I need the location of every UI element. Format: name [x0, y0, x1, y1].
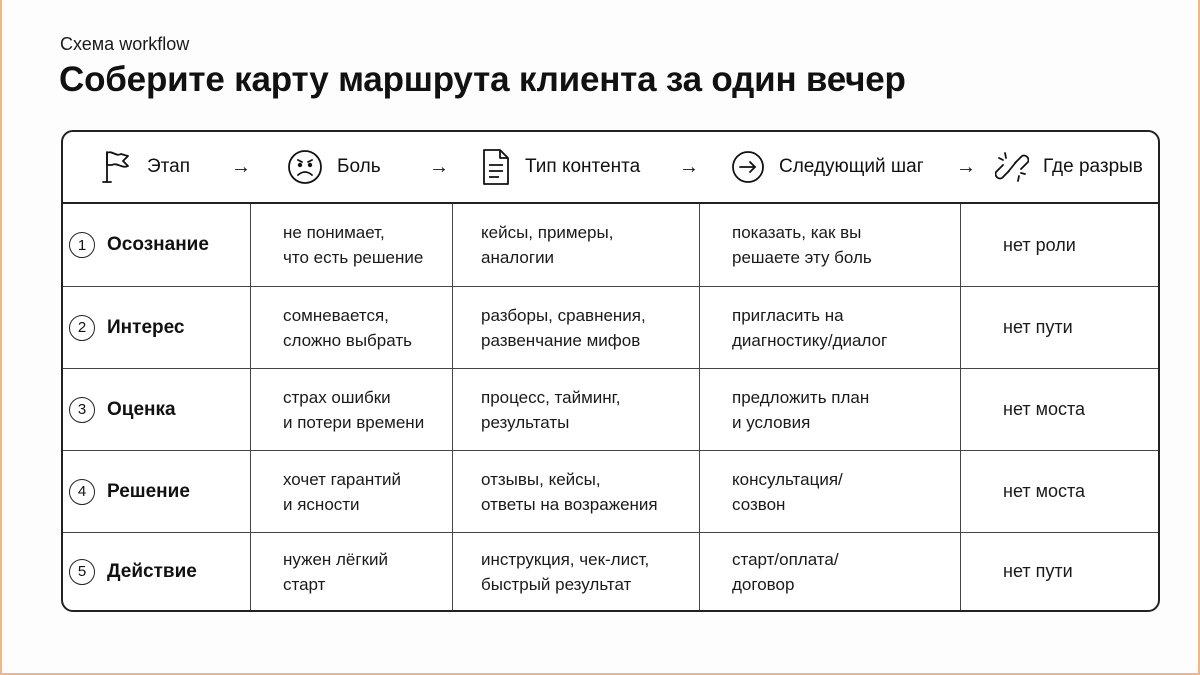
header-gap — [995, 132, 1143, 202]
header-arrow: → — [429, 155, 449, 178]
frame-left-border — [0, 0, 2, 675]
table-header — [63, 132, 1158, 204]
broken-link-icon — [995, 149, 1029, 185]
next-step-text: предложить план и условия — [732, 387, 870, 432]
stage-label: Действие — [107, 560, 197, 582]
header-pain — [287, 132, 381, 202]
pain-text: нужен лёгкий старт — [283, 549, 389, 594]
stage-cell — [63, 533, 251, 610]
content-text: кейсы, примеры, аналогии — [481, 223, 614, 267]
header-next — [731, 132, 924, 202]
stage-label: Интерес — [107, 316, 185, 338]
next-step-text: старт/оплата/ договор — [732, 549, 839, 594]
header-arrow: → — [679, 155, 699, 178]
table-row — [63, 369, 1158, 451]
step-number: 5 — [69, 559, 95, 585]
header-content-label: Тип контента — [525, 156, 641, 177]
next-step-text: показать, как вы решаете эту боль — [732, 223, 872, 267]
next-step-text: пригласить на диагностику/диалог — [732, 305, 888, 350]
header-stage — [101, 132, 190, 202]
gap-text: нет роли — [1003, 234, 1076, 255]
stage-cell — [63, 451, 251, 532]
stage-cell — [63, 204, 251, 286]
arrow-circle-icon — [731, 150, 765, 184]
header-pain-label: Боль — [337, 156, 381, 177]
gap-text: нет моста — [1003, 399, 1086, 419]
gap-text: нет моста — [1003, 481, 1086, 501]
table-row — [63, 287, 1158, 369]
pain-text: страх ошибки и потери времени — [283, 387, 425, 432]
header-stage-label: Этап — [147, 156, 191, 177]
gap-text: нет пути — [1003, 317, 1073, 337]
stage-label: Осознание — [107, 234, 209, 255]
document-icon — [481, 148, 511, 186]
step-number: 1 — [69, 232, 95, 258]
journey-table — [61, 130, 1160, 612]
header-content — [481, 132, 640, 202]
table-row — [63, 533, 1158, 610]
table-row — [63, 204, 1158, 287]
step-number: 3 — [69, 397, 95, 423]
next-step-text: консультация/ созвон — [732, 469, 843, 514]
content-text: инструкция, чек-лист, быстрый результат — [481, 549, 650, 594]
pain-text: сомневается, сложно выбрать — [283, 305, 412, 350]
pain-text: хочет гарантий и ясности — [283, 469, 402, 514]
header-arrow: → — [231, 155, 251, 178]
step-number: 2 — [69, 315, 95, 341]
gap-text: нет пути — [1003, 561, 1073, 581]
header-gap-label: Где разрыв — [1043, 156, 1143, 177]
subtitle: Схема workflow — [60, 34, 190, 54]
header-arrow: → — [956, 155, 976, 178]
content-text: разборы, сравнения, развенчание мифов — [481, 305, 646, 350]
content-text: отзывы, кейсы, ответы на возражения — [481, 469, 658, 514]
table-row — [63, 451, 1158, 533]
content-text: процесс, тайминг, результаты — [481, 387, 621, 432]
pain-text: не понимает, что есть решение — [283, 223, 424, 267]
stage-cell — [63, 287, 251, 368]
header-next-label: Следующий шаг — [779, 156, 924, 177]
sad-face-icon — [287, 149, 323, 185]
stage-cell — [63, 369, 251, 450]
flag-icon — [101, 148, 133, 186]
step-number: 4 — [69, 479, 95, 505]
stage-label: Решение — [107, 480, 190, 502]
stage-label: Оценка — [107, 398, 176, 420]
page-title: Соберите карту маршрута клиента за один вечер — [59, 60, 906, 99]
